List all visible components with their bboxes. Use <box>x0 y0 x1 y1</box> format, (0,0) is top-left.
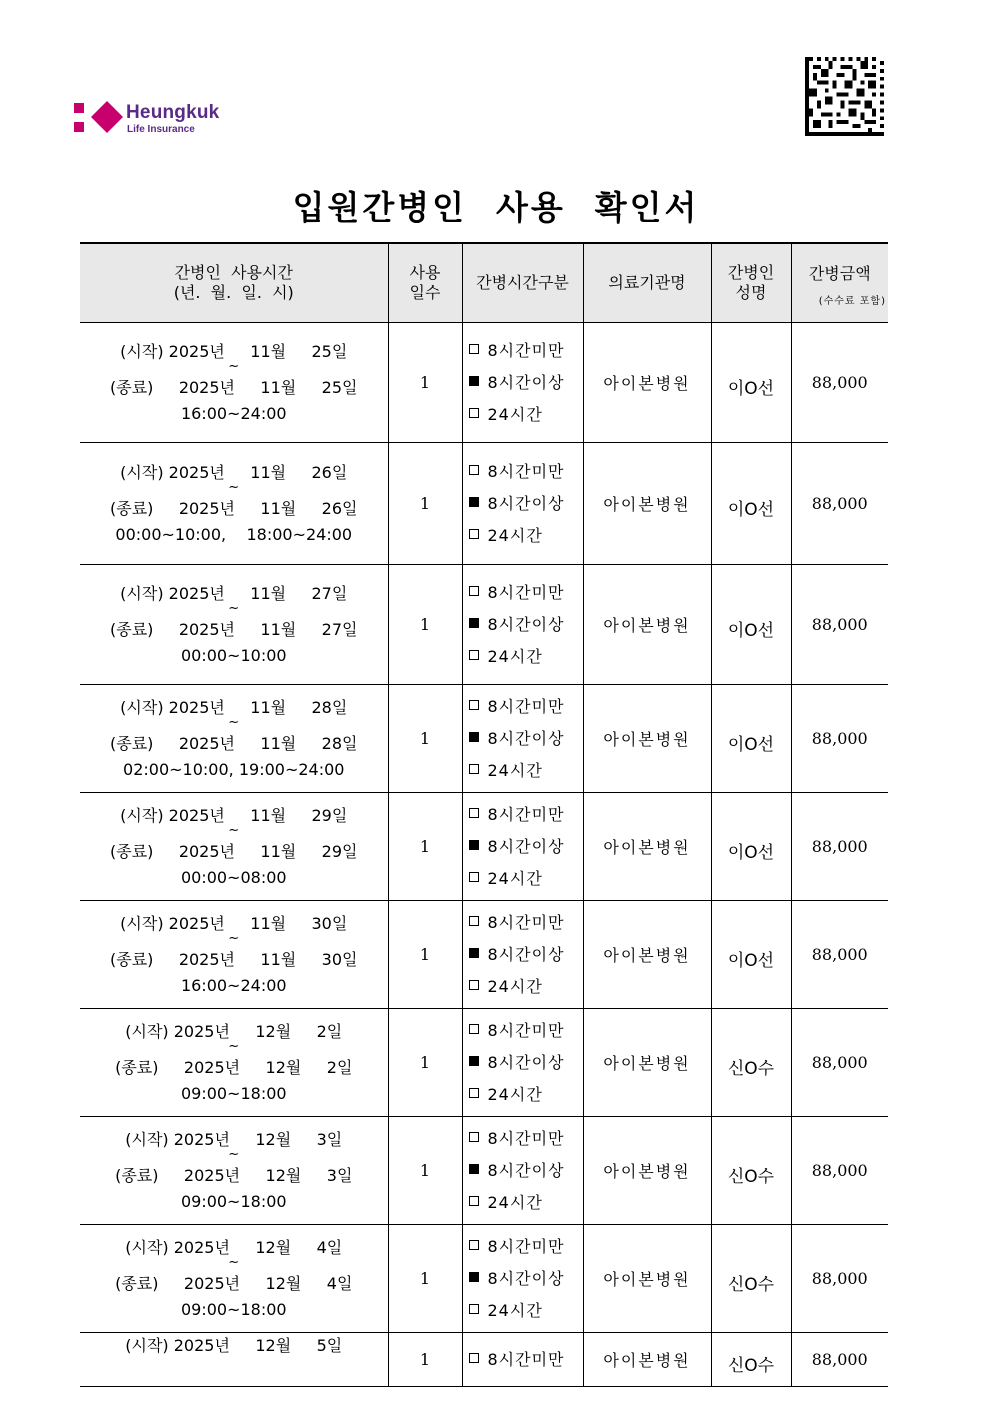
period-start: (시작) 2025년 12월 2일 <box>125 1021 343 1041</box>
caregiver-name: 이O선 <box>711 901 791 1009</box>
usage-days: 1 <box>388 793 462 901</box>
brand-subtitle: Life Insurance <box>127 124 195 135</box>
usage-days: 1 <box>388 1333 462 1387</box>
caregiver-name: 이O선 <box>711 565 791 685</box>
care-type-label: 24시간 <box>487 646 543 666</box>
care-type-option[interactable] <box>469 971 583 1003</box>
usage-period <box>80 1333 388 1387</box>
hospital-name: 아이본병원 <box>583 1009 711 1117</box>
care-type-label: 8시간이상 <box>487 372 565 392</box>
period-start: (시작) 2025년 11월 27일 <box>120 583 348 603</box>
caregiver-name: 신O수 <box>711 1225 791 1333</box>
care-type-label: 8시간미만 <box>487 1020 565 1040</box>
table-row <box>80 443 888 565</box>
period-time: 16:00~24:00 <box>180 403 287 423</box>
table-row <box>80 323 888 443</box>
period-start: (시작) 2025년 11월 29일 <box>120 805 348 825</box>
usage-days: 1 <box>388 323 462 443</box>
care-time-type <box>462 323 583 443</box>
checked-box-icon[interactable] <box>469 840 479 850</box>
amount-note: (수수료 포함) <box>818 296 886 307</box>
care-type-label: 8시간이상 <box>487 1268 565 1288</box>
care-amount: 88,000 <box>791 901 888 1009</box>
care-amount: 88,000 <box>791 1117 888 1225</box>
care-type-option[interactable] <box>469 367 583 399</box>
care-type-option[interactable] <box>469 488 583 520</box>
heungkuk-logo-mark <box>74 100 124 136</box>
care-time-type <box>462 901 583 1009</box>
unchecked-box-icon[interactable] <box>469 1024 479 1034</box>
table-row <box>80 1225 888 1333</box>
usage-period <box>80 443 388 565</box>
period-time: 00:00~10:00 <box>180 645 287 665</box>
care-type-option[interactable] <box>469 1079 583 1111</box>
care-type-label: 24시간 <box>487 404 543 424</box>
period-time: 00:00~10:00, 18:00~24:00 <box>115 524 353 544</box>
period-start: (시작) 2025년 11월 26일 <box>120 462 348 482</box>
hospital-name: 아이본병원 <box>583 323 711 443</box>
care-type-label: 8시간미만 <box>487 912 565 932</box>
care-type-label: 8시간미만 <box>487 340 565 360</box>
header-caregiver-name: 간병인 성명 <box>711 243 791 323</box>
care-type-label: 8시간미만 <box>487 804 565 824</box>
usage-days: 1 <box>388 1225 462 1333</box>
period-tilde: ~ <box>228 479 240 495</box>
hospital-name: 아이본병원 <box>583 1117 711 1225</box>
period-tilde: ~ <box>228 714 240 730</box>
care-type-option[interactable] <box>469 1295 583 1327</box>
care-type-label: 8시간미만 <box>487 461 565 481</box>
care-type-label: 8시간이상 <box>487 944 565 964</box>
table-row <box>80 1009 888 1117</box>
brand-name: Heungkuk <box>126 102 220 123</box>
unchecked-box-icon[interactable] <box>469 764 479 774</box>
period-start: (시작) 2025년 11월 30일 <box>120 913 348 933</box>
period-tilde: ~ <box>228 1146 240 1162</box>
care-type-option[interactable] <box>469 1263 583 1295</box>
care-type-label: 24시간 <box>487 976 543 996</box>
period-time: 09:00~18:00 <box>180 1083 287 1103</box>
period-tilde: ~ <box>228 1038 240 1054</box>
usage-period <box>80 901 388 1009</box>
caregiver-name: 이O선 <box>711 793 791 901</box>
header-amount: 간병금액 (수수료 포함) <box>791 243 888 323</box>
care-amount: 88,000 <box>791 565 888 685</box>
usage-days: 1 <box>388 443 462 565</box>
care-type-label: 24시간 <box>487 868 543 888</box>
care-type-label: 24시간 <box>487 760 543 780</box>
care-type-option[interactable] <box>469 831 583 863</box>
caregiver-usage-table <box>80 242 888 1387</box>
care-amount: 88,000 <box>791 443 888 565</box>
usage-days: 1 <box>388 685 462 793</box>
period-start: (시작) 2025년 12월 5일 <box>125 1336 343 1355</box>
hospital-name: 아이본병원 <box>583 1333 711 1387</box>
hospital-name: 아이본병원 <box>583 565 711 685</box>
care-time-type <box>462 793 583 901</box>
care-time-type <box>462 685 583 793</box>
usage-days: 1 <box>388 901 462 1009</box>
table-row <box>80 685 888 793</box>
care-type-option[interactable] <box>469 641 583 673</box>
care-type-option[interactable] <box>469 1187 583 1219</box>
care-type-label: 8시간미만 <box>487 1128 565 1148</box>
unchecked-box-icon[interactable] <box>469 1240 479 1250</box>
care-type-label: 8시간미만 <box>487 1349 565 1369</box>
care-time-type <box>462 1117 583 1225</box>
care-amount: 88,000 <box>791 685 888 793</box>
caregiver-name: 신O수 <box>711 1333 791 1387</box>
period-end: (종료) 2025년 12월 2일 <box>115 1057 353 1077</box>
care-type-label: 8시간이상 <box>487 614 565 634</box>
usage-days: 1 <box>388 1009 462 1117</box>
care-type-option[interactable] <box>469 691 583 723</box>
care-type-label: 24시간 <box>487 1300 543 1320</box>
checked-box-icon[interactable] <box>469 732 479 742</box>
care-time-type <box>462 443 583 565</box>
care-type-option[interactable] <box>469 399 583 431</box>
period-time: 02:00~10:00, 19:00~24:00 <box>123 759 345 779</box>
unchecked-box-icon[interactable] <box>469 1088 479 1098</box>
hospital-name: 아이본병원 <box>583 1225 711 1333</box>
company-logo <box>74 100 244 140</box>
caregiver-name: 이O선 <box>711 685 791 793</box>
caregiver-name: 이O선 <box>711 323 791 443</box>
period-time: 00:00~08:00 <box>180 867 287 887</box>
period-start: (시작) 2025년 12월 4일 <box>125 1237 343 1257</box>
period-tilde: ~ <box>228 600 240 616</box>
care-type-option[interactable] <box>469 1123 583 1155</box>
table-row <box>80 565 888 685</box>
unchecked-box-icon[interactable] <box>469 344 479 354</box>
period-end: (종료) 2025년 11월 28일 <box>110 733 358 753</box>
period-tilde: ~ <box>228 930 240 946</box>
usage-period <box>80 1117 388 1225</box>
care-type-option[interactable] <box>469 520 583 552</box>
unchecked-box-icon[interactable] <box>469 650 479 660</box>
usage-period <box>80 565 388 685</box>
unchecked-box-icon[interactable] <box>469 1353 479 1363</box>
unchecked-box-icon[interactable] <box>469 872 479 882</box>
care-type-option[interactable] <box>469 799 583 831</box>
unchecked-box-icon[interactable] <box>469 529 479 539</box>
period-start: (시작) 2025년 11월 25일 <box>120 341 348 361</box>
care-amount: 88,000 <box>791 793 888 901</box>
header-hospital: 의료기관명 <box>583 243 711 323</box>
unchecked-box-icon[interactable] <box>469 1132 479 1142</box>
unchecked-box-icon[interactable] <box>469 980 479 990</box>
period-end: (종료) 2025년 11월 25일 <box>110 377 358 397</box>
care-type-option[interactable] <box>469 577 583 609</box>
care-type-option[interactable] <box>469 1047 583 1079</box>
care-type-label: 8시간이상 <box>487 728 565 748</box>
care-type-option[interactable] <box>469 1155 583 1187</box>
period-start: (시작) 2025년 12월 3일 <box>125 1129 343 1149</box>
unchecked-box-icon[interactable] <box>469 1196 479 1206</box>
header-days: 사용 일수 <box>388 243 462 323</box>
usage-period <box>80 793 388 901</box>
datamatrix-code <box>805 57 884 136</box>
period-end: (종료) 2025년 11월 26일 <box>110 498 358 518</box>
checked-box-icon[interactable] <box>469 497 479 507</box>
document-title: 입원간병인 사용 확인서 <box>292 188 700 227</box>
period-end: (종료) 2025년 11월 29일 <box>110 841 358 861</box>
usage-period <box>80 685 388 793</box>
checked-box-icon[interactable] <box>469 1272 479 1282</box>
unchecked-box-icon[interactable] <box>469 465 479 475</box>
table-row <box>80 901 888 1009</box>
period-tilde: ~ <box>228 822 240 838</box>
care-type-label: 8시간미만 <box>487 696 565 716</box>
table-row <box>80 1333 888 1387</box>
unchecked-box-icon[interactable] <box>469 408 479 418</box>
unchecked-box-icon[interactable] <box>469 586 479 596</box>
care-amount: 88,000 <box>791 1225 888 1333</box>
table-header-row <box>80 243 888 323</box>
care-time-type <box>462 1225 583 1333</box>
care-type-label: 8시간이상 <box>487 493 565 513</box>
care-time-type <box>462 1009 583 1117</box>
hospital-name: 아이본병원 <box>583 685 711 793</box>
care-type-option[interactable] <box>469 755 583 787</box>
unchecked-box-icon[interactable] <box>469 700 479 710</box>
period-end: (종료) 2025년 12월 3일 <box>115 1165 353 1185</box>
usage-days: 1 <box>388 565 462 685</box>
care-time-type <box>462 565 583 685</box>
care-type-option[interactable] <box>469 723 583 755</box>
hospital-name: 아이본병원 <box>583 793 711 901</box>
checked-box-icon[interactable] <box>469 948 479 958</box>
care-amount: 88,000 <box>791 1009 888 1117</box>
period-time: 16:00~24:00 <box>180 975 287 995</box>
period-end: (종료) 2025년 11월 27일 <box>110 619 358 639</box>
period-end: (종료) 2025년 12월 4일 <box>115 1273 353 1293</box>
care-type-option[interactable] <box>469 1231 583 1263</box>
care-amount: 88,000 <box>791 1333 888 1387</box>
care-type-label: 24시간 <box>487 1192 543 1212</box>
header-period: 간병인 사용시간 (년. 월. 일. 시) <box>80 243 388 323</box>
unchecked-box-icon[interactable] <box>469 808 479 818</box>
table-row <box>80 1117 888 1225</box>
usage-days: 1 <box>388 1117 462 1225</box>
care-type-option[interactable] <box>469 939 583 971</box>
care-type-option[interactable] <box>469 1344 583 1376</box>
care-type-option[interactable] <box>469 1015 583 1047</box>
care-type-label: 24시간 <box>487 525 543 545</box>
care-type-option[interactable] <box>469 456 583 488</box>
usage-period <box>80 1009 388 1117</box>
period-time: 09:00~18:00 <box>180 1299 287 1319</box>
care-amount: 88,000 <box>791 323 888 443</box>
unchecked-box-icon[interactable] <box>469 916 479 926</box>
checked-box-icon[interactable] <box>469 618 479 628</box>
care-type-option[interactable] <box>469 907 583 939</box>
caregiver-name: 신O수 <box>711 1117 791 1225</box>
care-type-label: 8시간미만 <box>487 582 565 602</box>
checked-box-icon[interactable] <box>469 1164 479 1174</box>
period-tilde: ~ <box>228 1254 240 1270</box>
period-tilde: ~ <box>228 358 240 374</box>
care-type-option[interactable] <box>469 335 583 367</box>
unchecked-box-icon[interactable] <box>469 1304 479 1314</box>
period-start: (시작) 2025년 11월 28일 <box>120 697 348 717</box>
care-type-label: 24시간 <box>487 1084 543 1104</box>
care-type-label: 8시간이상 <box>487 1052 565 1072</box>
care-type-option[interactable] <box>469 863 583 895</box>
care-type-label: 8시간미만 <box>487 1236 565 1256</box>
caregiver-name: 이O선 <box>711 443 791 565</box>
care-type-label: 8시간이상 <box>487 836 565 856</box>
care-type-label: 8시간이상 <box>487 1160 565 1180</box>
usage-period <box>80 1225 388 1333</box>
table-row <box>80 793 888 901</box>
header-type: 간병시간구분 <box>462 243 583 323</box>
checked-box-icon[interactable] <box>469 1056 479 1066</box>
hospital-name: 아이본병원 <box>583 901 711 1009</box>
checked-box-icon[interactable] <box>469 376 479 386</box>
caregiver-name: 신O수 <box>711 1009 791 1117</box>
period-time: 09:00~18:00 <box>180 1191 287 1211</box>
usage-period <box>80 323 388 443</box>
hospital-name: 아이본병원 <box>583 443 711 565</box>
period-end: (종료) 2025년 11월 30일 <box>110 949 358 969</box>
care-time-type <box>462 1333 583 1387</box>
care-type-option[interactable] <box>469 609 583 641</box>
